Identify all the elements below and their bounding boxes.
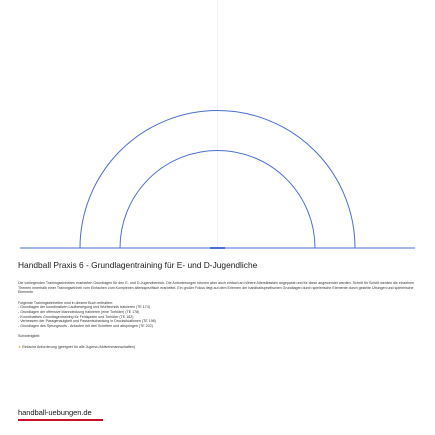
difficulty-row — [18, 345, 418, 350]
footer-site-name[interactable]: handball-uebungen.de — [18, 408, 92, 417]
list-item: - Grundlagen der offensive Manndeckung trainieren (eine Torhüter) (TE 178) — [18, 310, 418, 315]
difficulty-text: Einfache Anforderung (geeignet für alle Jugend-/Aktivenmannschaften) — [22, 344, 136, 349]
intro-paragraph: Die vorliegenden Trainingseinheiten erarbeiten Grundlagen für den E- und D-Jugendbereich. Die Anforderungen können aber auch einfach an höhere Altersklassen angepasst und für diese angewendet werden. Schritt für Schritt werden die einzelnen Themen innerhalb einer Trainingseinheit vom Einfachen zum Komplexen altersspezifisch erarbeitet. Ein großer Fokus liegt auf dem Erlernen der handballspezifischen Grundlagen durch spielerische Elemente durch gezielte Übungen und spielerische Elemente. — [18, 281, 415, 295]
star-icon: ★ — [18, 344, 22, 349]
list-item: - Verbessern der Passgenauigkeit und Passentscheidung in Drucksituationen (TE 198) — [18, 319, 418, 324]
description-content — [18, 281, 418, 356]
page-title: Handball Praxis 6 - Grundlagentraining für E- und D-Jugendliche — [18, 260, 258, 270]
footer-underline — [18, 419, 103, 421]
difficulty-label: Schwierigkeit: — [18, 334, 41, 339]
footer-logo[interactable] — [18, 408, 188, 424]
units-intro: Folgende Trainingseinheiten sind in diesem Buch enthalten: — [18, 300, 114, 305]
list-item: - Grundlagen des Sprungwurfs - Anlaufen mit drei Schritten und abspringen (TE 202) — [18, 324, 418, 329]
list-item: - Koordinatives Grundlagentraining für Feldspieler und Torhüter (TE 182) — [18, 315, 418, 320]
list-item: - Grundlagen der koordinativen Laufbewegung und Wurftechnik trainieren (TE 174) — [18, 305, 418, 310]
training-units-list — [18, 305, 418, 328]
